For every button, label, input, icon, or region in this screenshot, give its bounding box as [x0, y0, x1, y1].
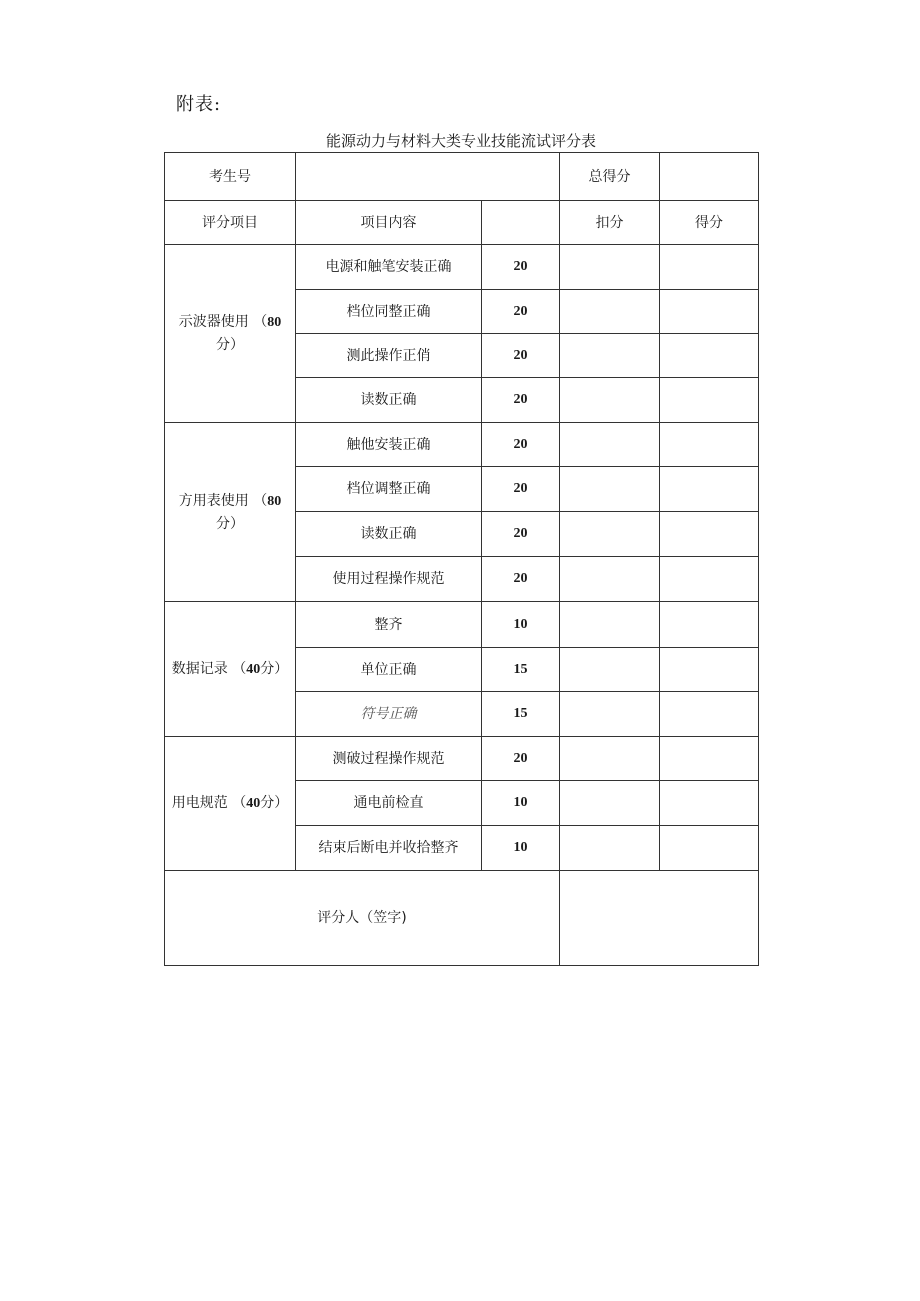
row-score: 10 [482, 781, 560, 826]
deduct-cell[interactable] [560, 512, 660, 557]
get-cell[interactable] [660, 826, 759, 871]
section-name-text: 用电规范 （ [171, 795, 247, 811]
row-content: 电源和触笔安装正确 [296, 245, 482, 290]
table-row [165, 737, 759, 781]
table-row [165, 602, 759, 648]
row-score: 20 [482, 334, 560, 378]
get-cell[interactable] [660, 602, 759, 648]
header-row [165, 153, 759, 201]
row-score: 20 [482, 512, 560, 557]
section-name [165, 423, 296, 602]
col-header-content: 项目内容 [296, 201, 482, 245]
deduct-cell[interactable] [560, 648, 660, 692]
total-score-field[interactable] [660, 153, 759, 201]
col-header-get: 得分 [660, 201, 759, 245]
column-header-row [165, 201, 759, 245]
get-cell[interactable] [660, 245, 759, 290]
section-points: 40 [246, 796, 261, 811]
row-score: 20 [482, 423, 560, 467]
deduct-cell[interactable] [560, 692, 660, 737]
signature-row [165, 871, 759, 966]
get-cell[interactable] [660, 290, 759, 334]
col-header-item: 评分项目 [165, 201, 296, 245]
col-header-deduct: 扣分 [560, 201, 660, 245]
row-content: 读数正确 [296, 512, 482, 557]
row-content: 单位正确 [296, 648, 482, 692]
row-content: 结束后断电并收拾整齐 [296, 826, 482, 871]
section-name-suffix: 分） [260, 660, 289, 677]
signer-label: 评分人（笠字) [165, 871, 560, 966]
row-score: 20 [482, 378, 560, 423]
get-cell[interactable] [660, 781, 759, 826]
get-cell[interactable] [660, 467, 759, 512]
section-name-text: 示波器使用 （ [178, 314, 268, 330]
section-name-text: 数据记录 （ [171, 660, 247, 677]
section-name [165, 737, 296, 871]
deduct-cell[interactable] [560, 378, 660, 423]
deduct-cell[interactable] [560, 602, 660, 648]
section-points: 40 [246, 661, 261, 677]
deduct-cell[interactable] [560, 245, 660, 290]
get-cell[interactable] [660, 692, 759, 737]
section-name-suffix: 分） [216, 515, 244, 532]
deduct-cell[interactable] [560, 423, 660, 467]
scoring-table [164, 152, 759, 966]
get-cell[interactable] [660, 423, 759, 467]
section-name-text: 方用表使用 （ [178, 492, 268, 509]
deduct-cell[interactable] [560, 557, 660, 602]
row-score: 15 [482, 648, 560, 692]
get-cell[interactable] [660, 648, 759, 692]
row-content: 使用过程操作规范 [296, 557, 482, 602]
section-name [165, 245, 296, 423]
row-content: 读数正确 [296, 378, 482, 423]
row-score: 15 [482, 692, 560, 737]
get-cell[interactable] [660, 334, 759, 378]
get-cell[interactable] [660, 557, 759, 602]
table-title: 能源动力与材料大类专业技能流试评分表 [325, 132, 596, 150]
section-points: 80 [267, 315, 282, 330]
row-content: 整齐 [296, 602, 482, 648]
col-header-score [482, 201, 560, 245]
deduct-cell[interactable] [560, 334, 660, 378]
row-score: 10 [482, 602, 560, 648]
deduct-cell[interactable] [560, 781, 660, 826]
row-content: 档位同整正确 [296, 290, 482, 334]
table-row [165, 245, 759, 290]
row-content: 触他安装正确 [296, 423, 482, 467]
deduct-cell[interactable] [560, 467, 660, 512]
row-content: 档位调整正确 [296, 467, 482, 512]
exam-no-label: 考生号 [165, 153, 296, 201]
row-score: 20 [482, 290, 560, 334]
row-score: 20 [482, 467, 560, 512]
section-name-suffix: 分） [216, 337, 244, 353]
annex-label: 附表: [176, 94, 222, 115]
signer-field[interactable] [560, 871, 759, 966]
total-score-label: 总得分 [560, 153, 660, 201]
row-content: 符号正确 [296, 692, 482, 737]
deduct-cell[interactable] [560, 737, 660, 781]
row-score: 10 [482, 826, 560, 871]
exam-no-field[interactable] [296, 153, 560, 201]
row-content: 通电前检直 [296, 781, 482, 826]
section-name-suffix: 分） [260, 795, 289, 811]
get-cell[interactable] [660, 737, 759, 781]
get-cell[interactable] [660, 512, 759, 557]
section-points: 80 [267, 493, 282, 509]
deduct-cell[interactable] [560, 826, 660, 871]
get-cell[interactable] [660, 378, 759, 423]
deduct-cell[interactable] [560, 290, 660, 334]
row-score: 20 [482, 737, 560, 781]
row-content: 测破过程操作规范 [296, 737, 482, 781]
table-row [165, 423, 759, 467]
row-score: 20 [482, 557, 560, 602]
row-content: 测此操作正俏 [296, 334, 482, 378]
section-name [165, 602, 296, 737]
row-score: 20 [482, 245, 560, 290]
